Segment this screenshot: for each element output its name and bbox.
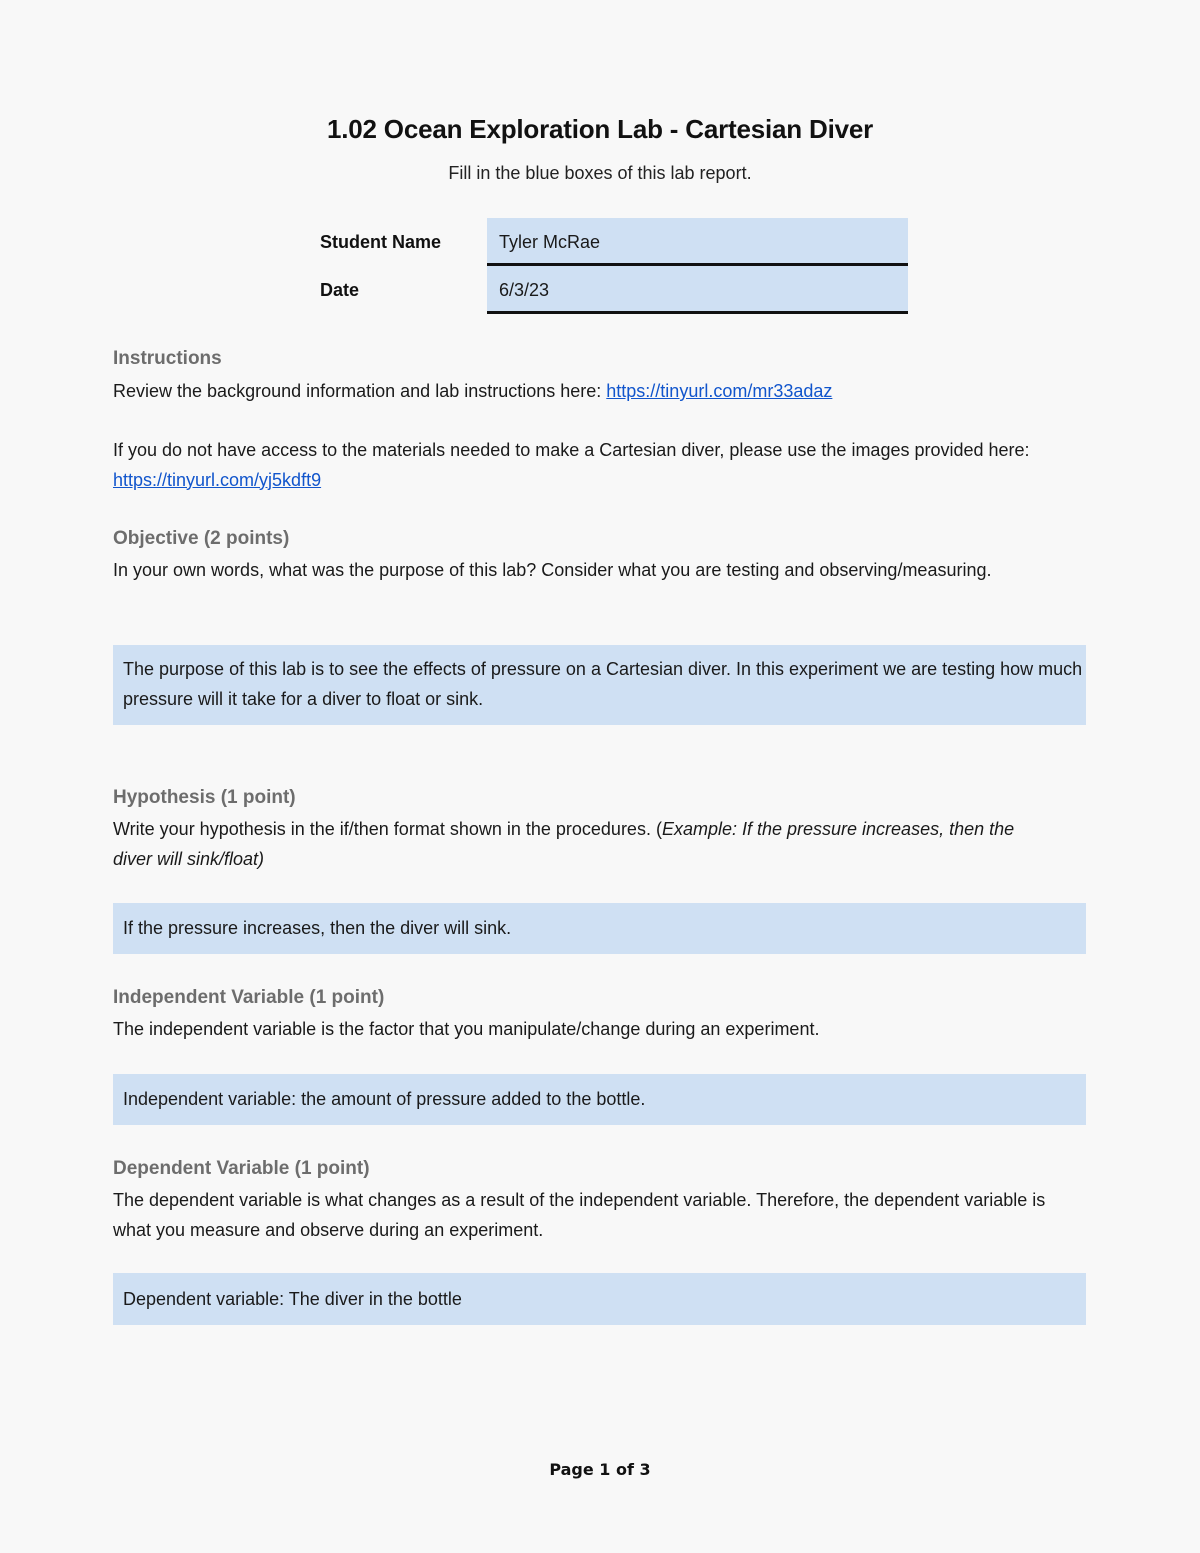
images-link[interactable]: https://tinyurl.com/yj5kdft9 bbox=[113, 469, 322, 490]
instructions-heading: Instructions bbox=[113, 348, 222, 369]
background-info-link[interactable]: https://tinyurl.com/mr33adaz bbox=[606, 381, 833, 401]
hypothesis-answer-box[interactable]: If the pressure increases, then the diver will sink. bbox=[113, 903, 1086, 954]
dependent-variable-answer-box[interactable]: Dependent variable: The diver in the bottle bbox=[113, 1273, 1086, 1325]
objective-answer-box[interactable]: The purpose of this lab is to see the effects of pressure on a Cartesian diver. In this experiment we are testing how much pressure will it take for a diver to float or sink. bbox=[113, 645, 1086, 725]
instructions-line-1 bbox=[113, 377, 1088, 407]
instructions-line-2 bbox=[113, 436, 1088, 495]
independent-variable-prompt: The independent variable is the factor that you manipulate/change during an experiment. bbox=[113, 1019, 820, 1039]
date-row bbox=[312, 266, 912, 314]
instructions-line-2-text: If you do not have access to the materials needed to make a Cartesian diver, please use the images provided here: bbox=[113, 440, 1030, 460]
student-name-field[interactable]: Tyler McRae bbox=[487, 218, 908, 266]
document-title: 1.02 Ocean Exploration Lab - Cartesian Diver bbox=[326, 114, 874, 144]
date-label: Date bbox=[320, 280, 360, 300]
student-name-label: Student Name bbox=[320, 232, 442, 252]
page-number: Page 1 of 3 bbox=[549, 1460, 651, 1479]
hypothesis-prompt bbox=[113, 815, 1023, 874]
document-subtitle: Fill in the blue boxes of this lab report. bbox=[448, 163, 752, 183]
independent-variable-heading: Independent Variable (1 point) bbox=[113, 987, 385, 1008]
dependent-variable-heading: Dependent Variable (1 point) bbox=[113, 1158, 370, 1179]
independent-variable-answer-box[interactable]: Independent variable: the amount of pressure added to the bottle. bbox=[113, 1074, 1086, 1125]
objective-heading: Objective (2 points) bbox=[113, 528, 290, 549]
dependent-variable-prompt: The dependent variable is what changes as a result of the independent variable. Therefore, the dependent variable is what you measure and observe during an experiment. bbox=[113, 1190, 1046, 1240]
hypothesis-prompt-text: Write your hypothesis in the if/then format shown in the procedures. ( bbox=[113, 819, 662, 839]
objective-prompt: In your own words, what was the purpose of this lab? Consider what you are testing and observing/measuring. bbox=[113, 560, 992, 580]
student-name-row bbox=[312, 218, 912, 266]
hypothesis-heading: Hypothesis (1 point) bbox=[113, 787, 296, 808]
hypothesis-prompt-example: Example: If the pressure increases, then the diver will sink/float) bbox=[113, 819, 1015, 869]
student-info-table bbox=[312, 218, 912, 314]
date-field[interactable]: 6/3/23 bbox=[487, 266, 908, 314]
instructions-line-1-text: Review the background information and lab instructions here: bbox=[113, 381, 607, 401]
